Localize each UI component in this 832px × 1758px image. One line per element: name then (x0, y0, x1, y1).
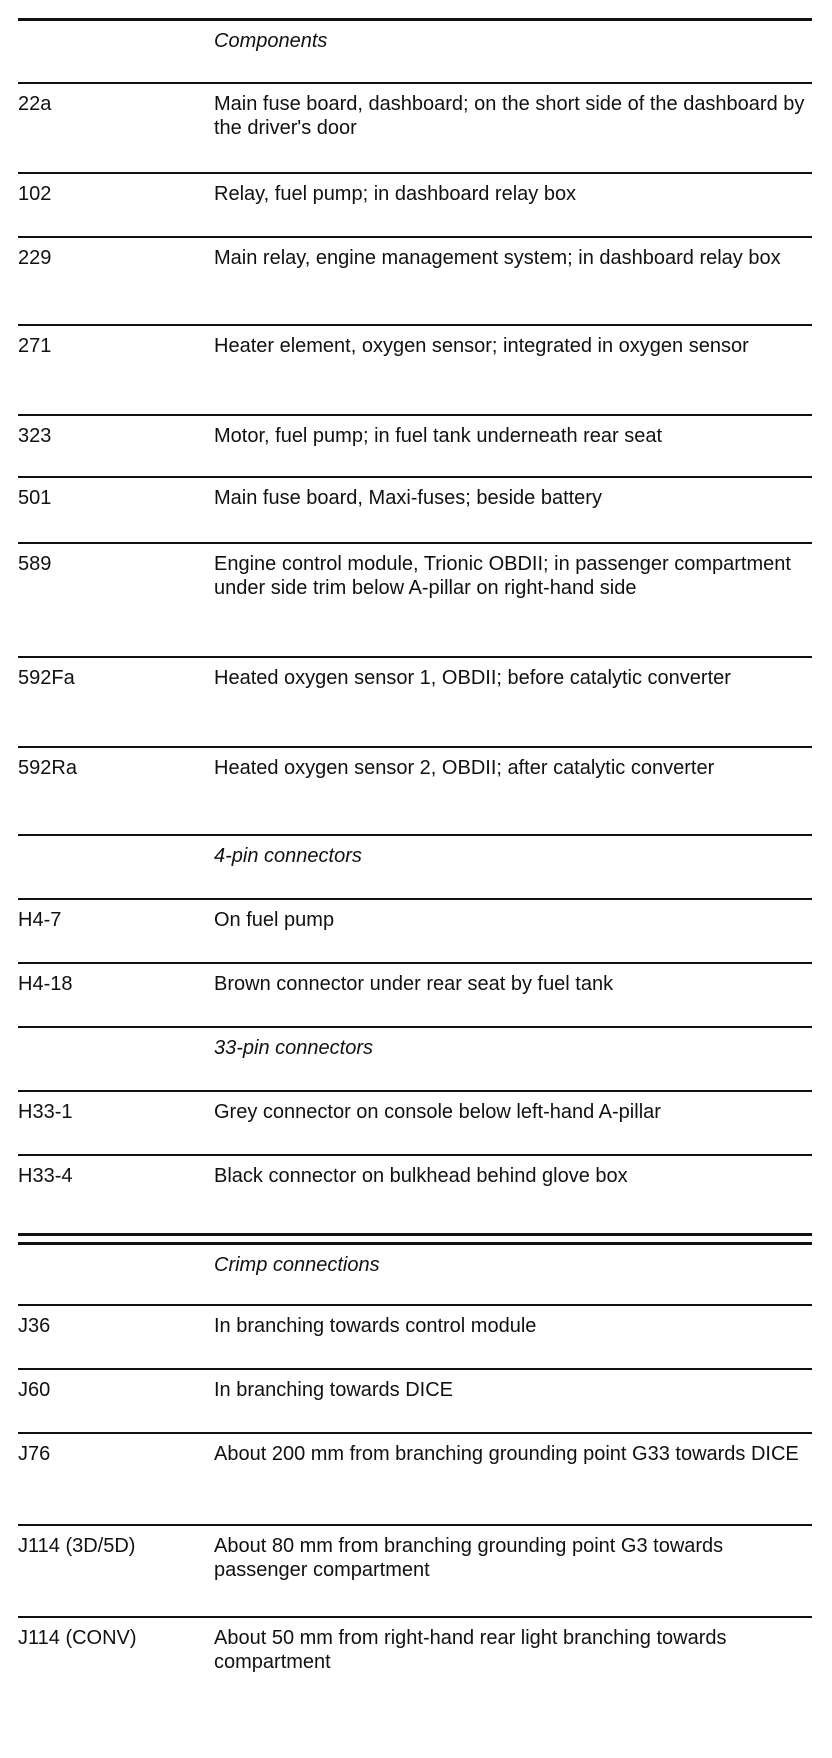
component-code: 323 (18, 425, 52, 447)
crimp-connections-table (18, 1242, 812, 1696)
section-header-row (18, 834, 812, 898)
table-row (18, 1154, 812, 1236)
component-description: In branching towards DICE (214, 1379, 454, 1401)
component-description: Grey connector on console below left-hand A-pillar (214, 1101, 661, 1123)
component-code: 229 (18, 247, 52, 269)
component-code: J114 (CONV) (18, 1627, 137, 1649)
component-code: 102 (18, 183, 52, 205)
component-code: 592Fa (18, 667, 75, 689)
component-code: H33-1 (18, 1101, 73, 1123)
component-description: Heated oxygen sensor 2, OBDII; after catalytic converter (214, 757, 715, 779)
component-code: J114 (3D/5D) (18, 1535, 136, 1557)
table-row (18, 1090, 812, 1154)
section-header-row (18, 1026, 812, 1090)
table-row (18, 1432, 812, 1524)
component-code: J60 (18, 1379, 51, 1401)
component-description: Main fuse board, Maxi-fuses; beside battery (214, 487, 602, 509)
component-description: About 200 mm from branching grounding point G33 towards DICE (214, 1443, 799, 1465)
component-code: 589 (18, 553, 52, 575)
component-code: J36 (18, 1315, 51, 1337)
section-title: Crimp connections (214, 1254, 380, 1276)
component-code: H33-4 (18, 1165, 73, 1187)
component-code: 501 (18, 487, 52, 509)
component-description: On fuel pump (214, 909, 335, 931)
component-description: Brown connector under rear seat by fuel tank (214, 973, 614, 995)
table-row (18, 1616, 812, 1696)
table-row (18, 236, 812, 324)
component-code: J76 (18, 1443, 51, 1465)
component-description: In branching towards control module (214, 1315, 537, 1337)
component-code: 271 (18, 335, 52, 357)
component-description: About 50 mm from right-hand rear light branching towards compartment (214, 1627, 727, 1673)
component-code: H4-18 (18, 973, 73, 995)
table-row (18, 172, 812, 236)
component-description: Main fuse board, dashboard; on the short side of the dashboard by the driver's door (214, 93, 805, 139)
table-row (18, 1524, 812, 1616)
table-row (18, 1304, 812, 1368)
section-header-row (18, 18, 812, 82)
table-row (18, 82, 812, 172)
component-description: Relay, fuel pump; in dashboard relay box (214, 183, 577, 205)
component-description: Motor, fuel pump; in fuel tank underneath rear seat (214, 425, 663, 447)
component-description: Engine control module, Trionic OBDII; in passenger compartment under side trim below A-pillar on right-hand side (214, 553, 791, 599)
section-title: Components (214, 30, 328, 52)
section-header-row (18, 1242, 812, 1304)
table-row (18, 962, 812, 1026)
table-row (18, 746, 812, 834)
table-row (18, 324, 812, 414)
table-row (18, 656, 812, 746)
section-title: 4-pin connectors (214, 845, 362, 867)
component-description: Main relay, engine management system; in dashboard relay box (214, 247, 781, 269)
section-title: 33-pin connectors (214, 1037, 373, 1059)
component-code: 592Ra (18, 757, 77, 779)
component-description: About 80 mm from branching grounding point G3 towards passenger compartment (214, 1535, 724, 1581)
component-code: H4-7 (18, 909, 62, 931)
component-code: 22a (18, 93, 52, 115)
table-row (18, 542, 812, 656)
table-row (18, 898, 812, 962)
table-row (18, 476, 812, 542)
component-description: Heater element, oxygen sensor; integrated in oxygen sensor (214, 335, 749, 357)
table-row (18, 1368, 812, 1432)
component-description: Black connector on bulkhead behind glove box (214, 1165, 628, 1187)
table-row (18, 414, 812, 476)
component-description: Heated oxygen sensor 1, OBDII; before catalytic converter (214, 667, 731, 689)
components-table (18, 18, 812, 1236)
